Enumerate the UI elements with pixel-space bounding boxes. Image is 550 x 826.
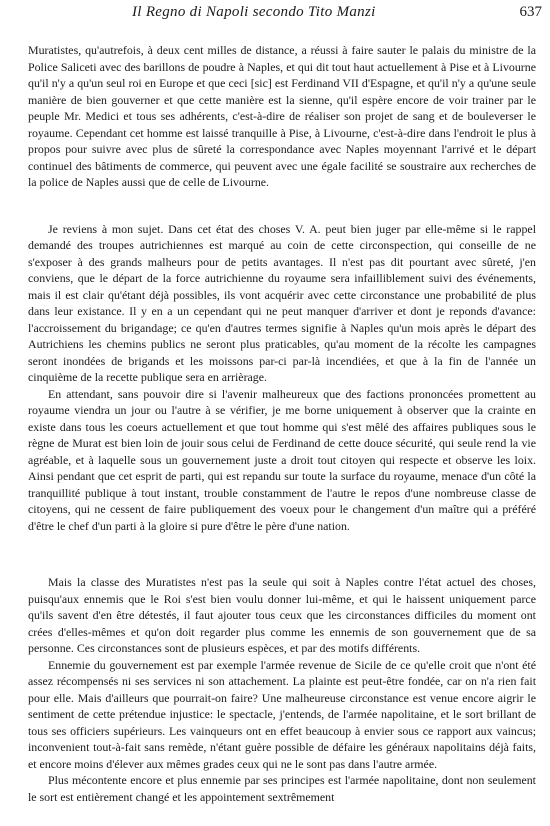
paragraph-meanwhile: En attendant, sans pouvoir dire si l'avenir malheureux que des factions prononcées promettent au royaume viendra un jour ou l'autre à se vérifier, je me borne uniquement à observer que la crainte en existe dans tous les coeurs actuellement et que tout homme qui s'est mêlé des affaires publiques sous le règne de Murat est bien loin de jouir sous celui de Ferdinand de cette douce sécurité, qui seule rend la vie agréable, et à laquelle sous un gouvernement juste a droit tout citoyen qui respecte et observe les loix. Ainsi pendant que cet esprit de parti, qui est repandu sur toute la surface du royaume, menace d'un côté la tranquillité publique à tout instant, trouble constamment de l'autre le repos d'une nombreuse classe de citoyens, qui ne cessent de faire publiquement des voeux pour le changement d'un maître qui a préféré d'être le chef d'un parti à la gloire si pure d'être le père d'une nation. [28, 386, 536, 533]
paragraph-return-to-subject: Je reviens à mon sujet. Dans cet état des choses V. A. peut bien juger par elle-même si le rappel demandé des troupes autrichiennes est marqué au coin de cette circonspection, qui conseille de ne s'exposer à des grands malheurs pour de petits avantages. Il n'est pas dit pourtant avec sûreté, j'en conviens, que le départ de la force autrichienne du royaume sera infailliblement suivi des événements, mais il est clair qu'étant déjà possibles, ils vont acquérir avec cette circonstance une probabilité de plus dans leur existance. Il y en a un cependant qui ne peut manquer d'arriver et dont je reponds d'avance: l'accroissement du brigandage; ce qu'en d'autres termes signifie à Naples qu'un mois après le départ des Autrichiens les chemins publics ne seront plus praticables, qu'au moment de la récolte les campagnes seront inondées de brigands et les moissons par-ci par-là incendiées, et que à la fin de l'année un cinquième de la recette publique sera en arrièrage. [28, 221, 536, 384]
paragraph-neapolitan-army: Plus mécontente encore et plus ennemie par ses principes est l'armée napolitaine, dont non seulement le sort est entièrement changé et les appointement sextrêmement [28, 773, 536, 804]
paragraph-muratistes: Mais la classe des Muratistes n'est pas la seule qui soit à Naples contre l'état actuel des choses, puisqu'aux ennemis que le Roi s'est bien voulu donner lui-même, et qui le haissent uniquement parce qu'ils savent d'en être détestés, il faut ajouter tous ceux que les circonstances difficiles du moment ont crées d'elles-mêmes et qu'on doit regarder plus comme les ennemis de son gouvernement que de sa personne. Ces circonstances sont de plusieurs espèces, et par des motifs différents. [28, 575, 536, 655]
running-title: Il Regno di Napoli secondo Tito Manzi [132, 4, 376, 20]
paragraph-continuation: Muratistes, qu'autrefois, à deux cent milles de distance, a réussi à faire sauter le palais du ministre de la Police Saliceti avec des barillons de poudre à Naples, et qui dit tout haut actuellement à Pise et à Livourne qu'il n'y a qu'un seul roi en Europe et que ceci [sic] est Ferdinand VII d'Espagne, et qu'il n'y a qu'une seule manière de bien gouverner et que cette manière est la sienne, qu'il espère encore de voir trainer par le peuple Mr. Medici et tous ses adhérents, c'est-à-dire de réaliser son projet de sang et de bouleverser le royaume. Cependant cet homme est laissé tranquille à Pise, à Livourne, c'est-à-dire dans l'endroit le plus à propos pour suivre avec plus de sûreté la correspondance avec Naples moyennant l'arrivé et le départ continuel des bâtiments de commerce, qui peuvent avec une égale facilité se soustraire aux recherches de la police de Naples aussi que de celle de Livourne. [28, 43, 536, 189]
paragraph-army-sicily: Ennemie du gouvernement est par exemple l'armée revenue de Sicile de ce qu'elle croit que n'ont été assez récompensés ni ses services ni son attachement. La plainte est peut-être fondée, car on n'a rien fait pour elle. Mais d'ailleurs que pourrait-on faire? Une malheureuse circonstance est venue encore aigrir le sentiment de cette prétendue injustice: le spectacle, j'entends, de l'armée napolitaine, et le sort brillant de tous ses officiers supérieurs. Les vainqueurs ont en effet beaucoup à envier sous ce rapport aux vaincus; inconvenient tout-à-fait sans remède, n'étant guère possible de défaire les généraux napolitains déjà faits, et encore moins d'élever aux mêmes grades ceux qui ne le sont pas dans l'autre armée. [28, 657, 536, 771]
body-text [28, 42, 536, 805]
page-number: 637 [519, 4, 542, 20]
running-header [120, 4, 542, 30]
